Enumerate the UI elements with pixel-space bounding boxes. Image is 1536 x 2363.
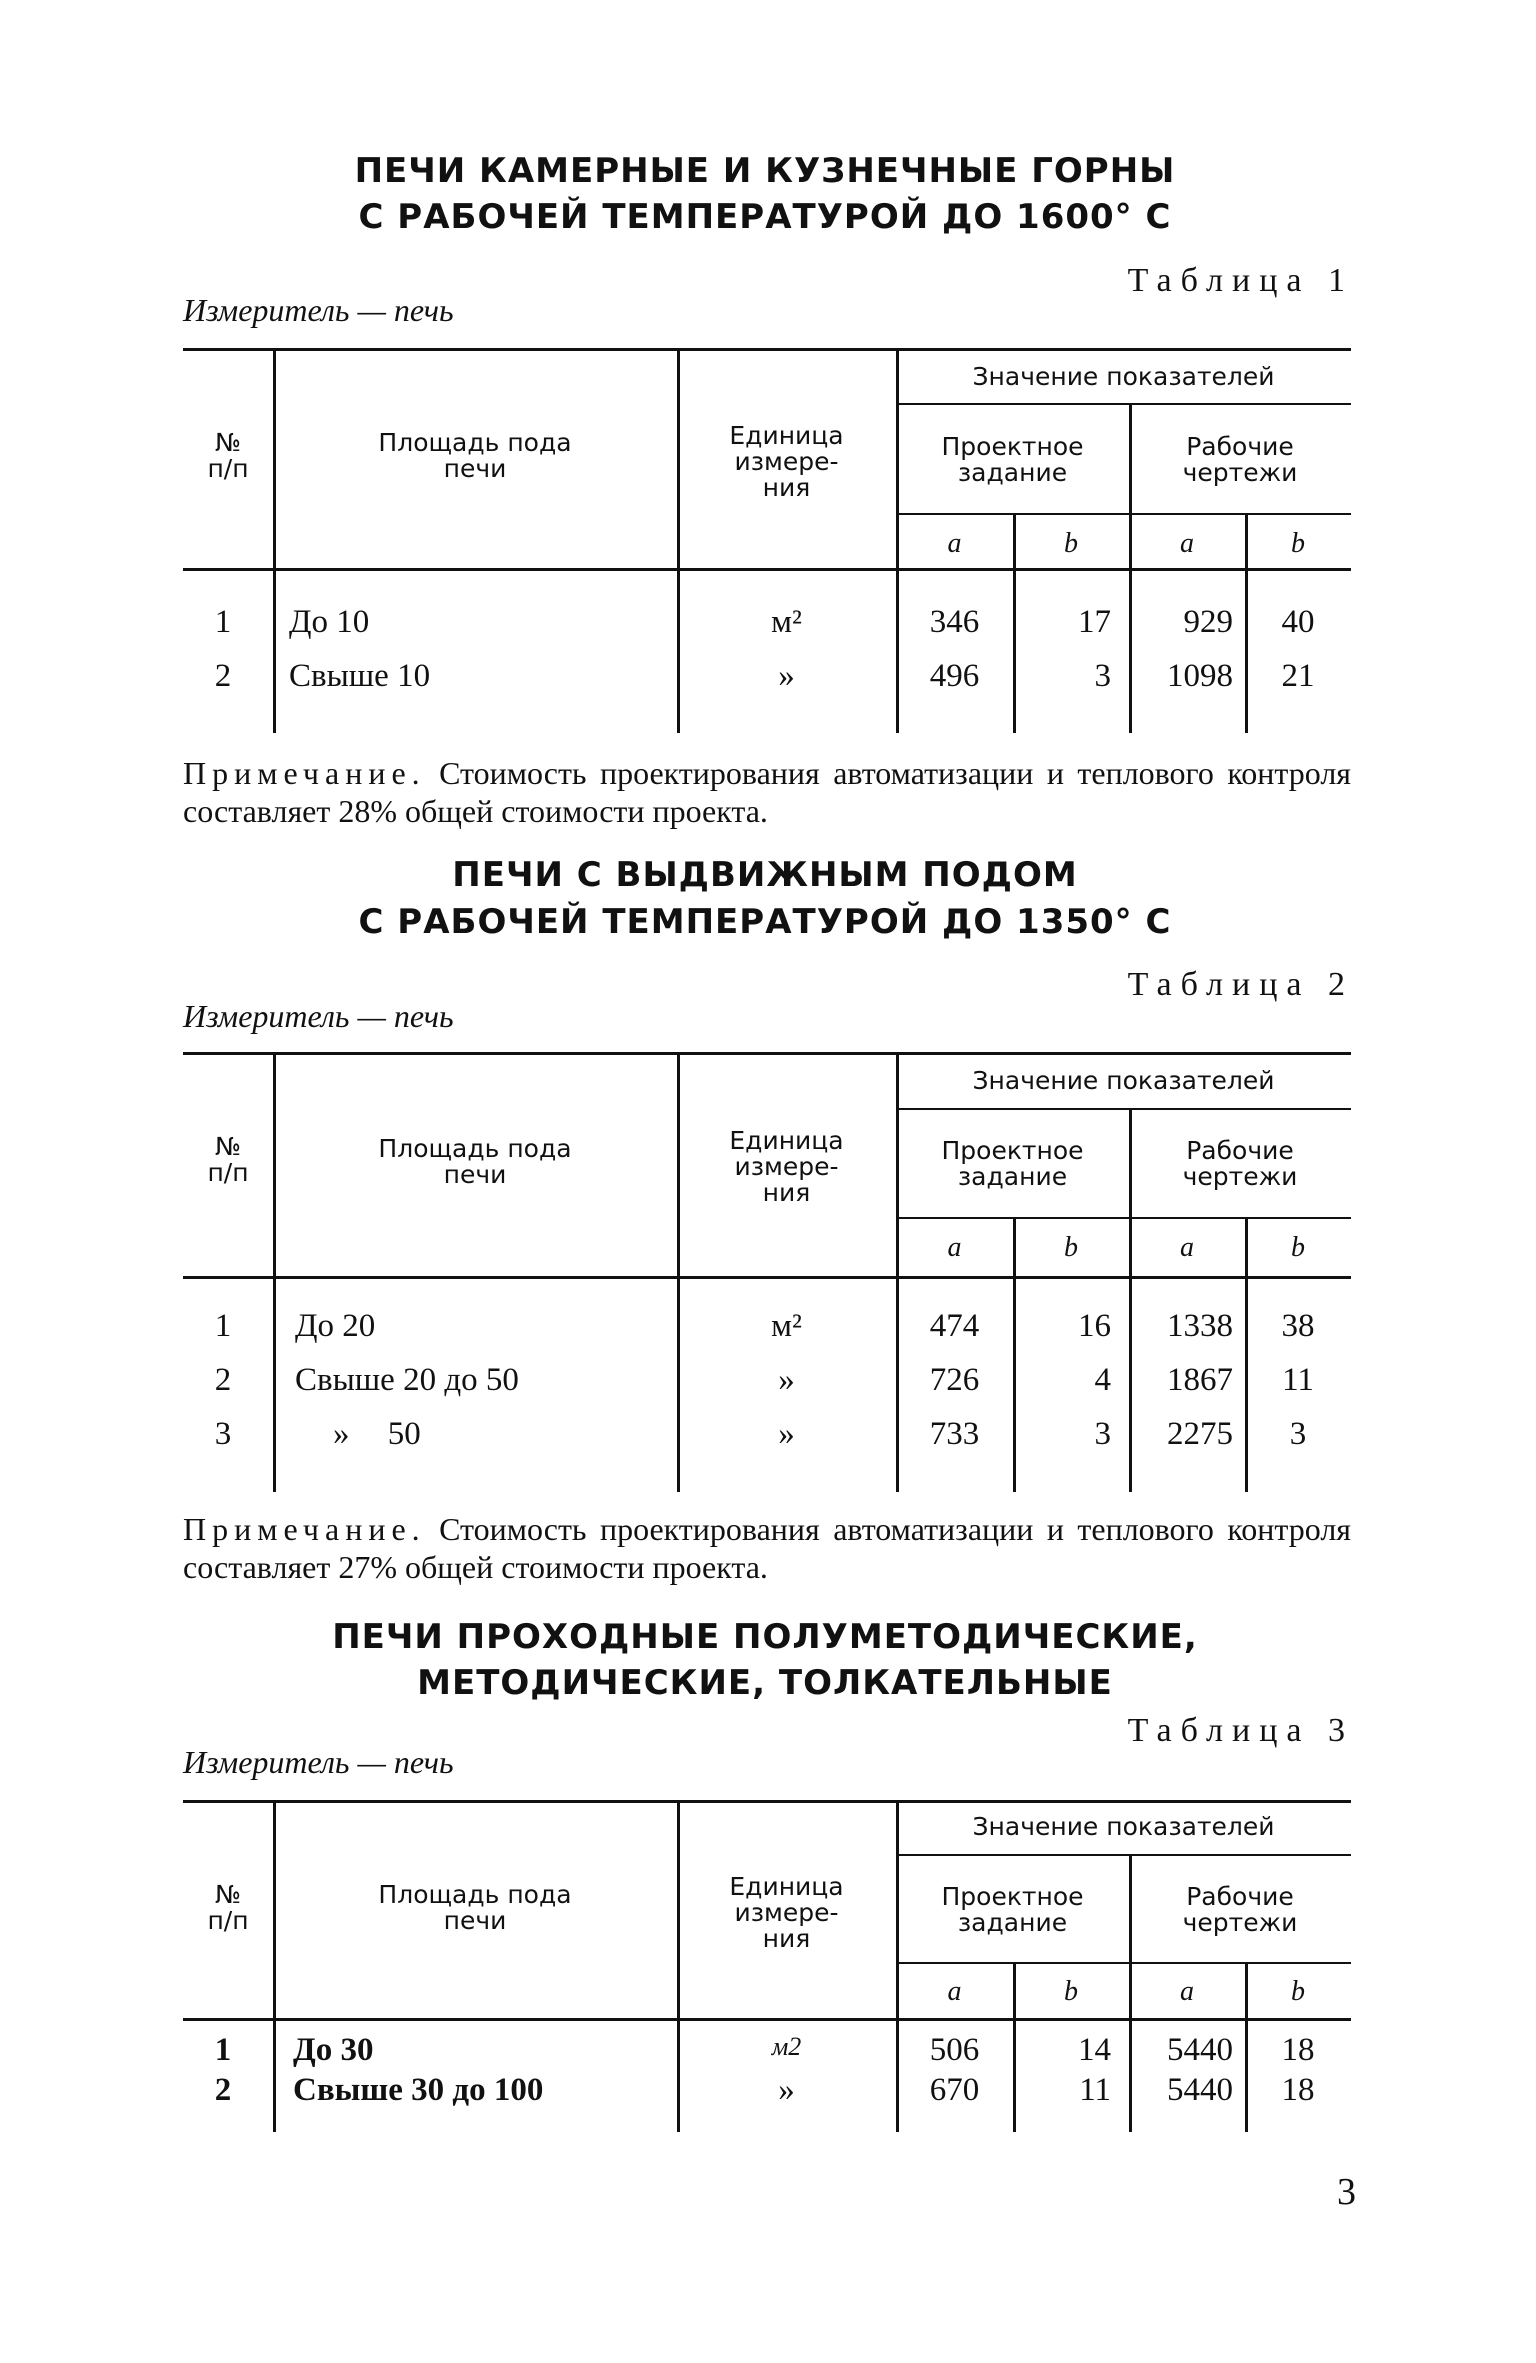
col-unit-header: Единица измере- ния — [729, 1872, 844, 1953]
row-working-b: 18 — [1281, 2072, 1315, 2108]
section-3-table-label: Таблица 3 — [1127, 1712, 1354, 1749]
page-number: 3 — [1337, 2171, 1356, 2213]
table-1 — [183, 348, 1351, 738]
row-project-a: 733 — [929, 1416, 980, 1452]
col-working-header: Рабочие чертежи — [1182, 1136, 1298, 1191]
sub-a-project: a — [947, 1976, 962, 2007]
row-no: 1 — [214, 2032, 232, 2068]
row-unit: м² — [771, 604, 802, 640]
row-project-a: 670 — [929, 2072, 980, 2108]
sub-a-project: a — [947, 1232, 962, 1263]
row-project-a: 726 — [929, 1362, 980, 1398]
sub-b-project: b — [1064, 528, 1078, 559]
note-label: Примечание. — [183, 755, 426, 791]
row-no: 1 — [214, 1308, 232, 1344]
col-no-header: № п/п — [207, 1132, 249, 1187]
section-2-title-line-1: ПЕЧИ С ВЫДВИЖНЫМ ПОДОМ — [452, 855, 1078, 895]
section-2-measure: Измеритель — печь — [183, 998, 454, 1034]
section-1-title-line-2: С РАБОЧЕЙ ТЕМПЕРАТУРОЙ ДО 1600° С — [358, 197, 1172, 237]
row-project-b: 3 — [1094, 1416, 1111, 1452]
row-working-a: 1867 — [1167, 1362, 1233, 1398]
row-working-a: 929 — [1183, 604, 1233, 640]
row-no: 3 — [214, 1416, 232, 1452]
col-no-header: № п/п — [207, 1880, 249, 1935]
section-1-table-label: Таблица 1 — [1127, 262, 1354, 299]
col-area-header: Площадь пода печи — [378, 428, 572, 483]
row-working-b: 18 — [1281, 2032, 1315, 2068]
col-values-header: Значение показателей — [972, 362, 1275, 391]
section-1-title-line-1: ПЕЧИ КАМЕРНЫЕ И КУЗНЕЧНЫЕ ГОРНЫ — [354, 151, 1176, 191]
row-working-a: 2275 — [1167, 1416, 1233, 1452]
row-project-a: 346 — [929, 604, 980, 640]
row-no: 2 — [214, 1362, 232, 1398]
row-working-a: 5440 — [1167, 2072, 1233, 2108]
sub-b-project: b — [1064, 1232, 1078, 1263]
row-working-b: 11 — [1282, 1362, 1314, 1398]
row-project-b: 17 — [1078, 604, 1111, 640]
row-working-b: 38 — [1281, 1308, 1315, 1344]
sub-a-working: a — [1180, 528, 1194, 559]
col-working-header: Рабочие чертежи — [1182, 1882, 1298, 1937]
sub-b-working: b — [1291, 1976, 1305, 2007]
note-text: Стоимость проектирования автоматизации и теплового контроля составляет 28% общей стоимости проекта. — [183, 755, 1352, 829]
row-project-a: 506 — [929, 2032, 980, 2068]
col-values-header: Значение показателей — [972, 1066, 1275, 1095]
note-text: Стоимость проектирования автоматизации и теплового контроля составляет 27% общей стоимости проекта. — [183, 1511, 1352, 1585]
col-unit-header: Единица измере- ния — [729, 1126, 844, 1207]
col-unit-header: Единица измере- ния — [729, 421, 844, 502]
row-project-b: 14 — [1078, 2032, 1111, 2068]
section-2-note — [183, 1510, 1351, 1586]
row-unit: м2 — [771, 2032, 802, 2061]
row-no: 2 — [214, 2072, 232, 2108]
section-2-title-line-2: С РАБОЧЕЙ ТЕМПЕРАТУРОЙ ДО 1350° С — [358, 902, 1172, 942]
section-3-measure: Измеритель — печь — [183, 1744, 454, 1780]
section-3-title-line-1: ПЕЧИ ПРОХОДНЫЕ ПОЛУМЕТОДИЧЕСКИЕ, — [332, 1617, 1198, 1657]
sub-b-working: b — [1291, 1232, 1305, 1263]
col-no-header: № п/п — [207, 428, 249, 483]
section-1-measure: Измеритель — печь — [183, 292, 454, 328]
sub-a-working: a — [1180, 1976, 1194, 2007]
row-no: 1 — [214, 604, 232, 640]
row-project-b: 16 — [1078, 1308, 1111, 1344]
row-working-a: 5440 — [1167, 2032, 1233, 2068]
col-values-header: Значение показателей — [972, 1812, 1275, 1841]
row-project-b: 3 — [1094, 658, 1111, 694]
row-area: Свыше 30 до 100 — [293, 2072, 544, 2108]
row-area: Свыше 20 до 50 — [295, 1362, 519, 1398]
col-area-header: Площадь пода печи — [378, 1880, 572, 1935]
row-project-b: 11 — [1079, 2072, 1111, 2108]
row-area: До 30 — [293, 2032, 374, 2068]
col-working-header: Рабочие чертежи — [1182, 432, 1298, 487]
col-project-header: Проектное задание — [941, 1882, 1084, 1937]
row-unit: » — [778, 658, 795, 694]
row-working-b: 40 — [1281, 604, 1315, 640]
row-unit: » — [778, 1416, 795, 1452]
sub-b-working: b — [1291, 528, 1305, 559]
col-project-header: Проектное задание — [941, 1136, 1084, 1191]
row-working-a: 1338 — [1167, 1308, 1233, 1344]
row-unit: » — [778, 1362, 795, 1398]
sub-a-project: a — [947, 528, 962, 559]
row-working-a: 1098 — [1167, 658, 1233, 694]
row-area: » 50 — [333, 1416, 421, 1452]
section-2-table-label: Таблица 2 — [1127, 966, 1354, 1003]
row-working-b: 3 — [1289, 1416, 1307, 1452]
row-no: 2 — [214, 658, 232, 694]
note-label: Примечание. — [183, 1511, 426, 1547]
col-project-header: Проектное задание — [941, 432, 1084, 487]
table-2 — [183, 1052, 1351, 1494]
row-working-b: 21 — [1281, 658, 1315, 694]
section-1-note — [183, 754, 1351, 830]
row-area: До 10 — [289, 604, 370, 640]
row-area: Свыше 10 — [289, 658, 431, 694]
sub-b-project: b — [1064, 1976, 1078, 2007]
sub-a-working: a — [1180, 1232, 1194, 1263]
row-project-b: 4 — [1094, 1362, 1111, 1398]
row-project-a: 496 — [929, 658, 980, 694]
row-unit: » — [778, 2072, 795, 2108]
section-3-title-line-2: МЕТОДИЧЕСКИЕ, ТОЛКАТЕЛЬНЫЕ — [417, 1663, 1113, 1703]
col-area-header: Площадь пода печи — [378, 1134, 572, 1189]
row-area: До 20 — [295, 1308, 376, 1344]
table-3 — [183, 1800, 1351, 2140]
row-project-a: 474 — [929, 1308, 980, 1344]
row-unit: м² — [771, 1308, 802, 1344]
